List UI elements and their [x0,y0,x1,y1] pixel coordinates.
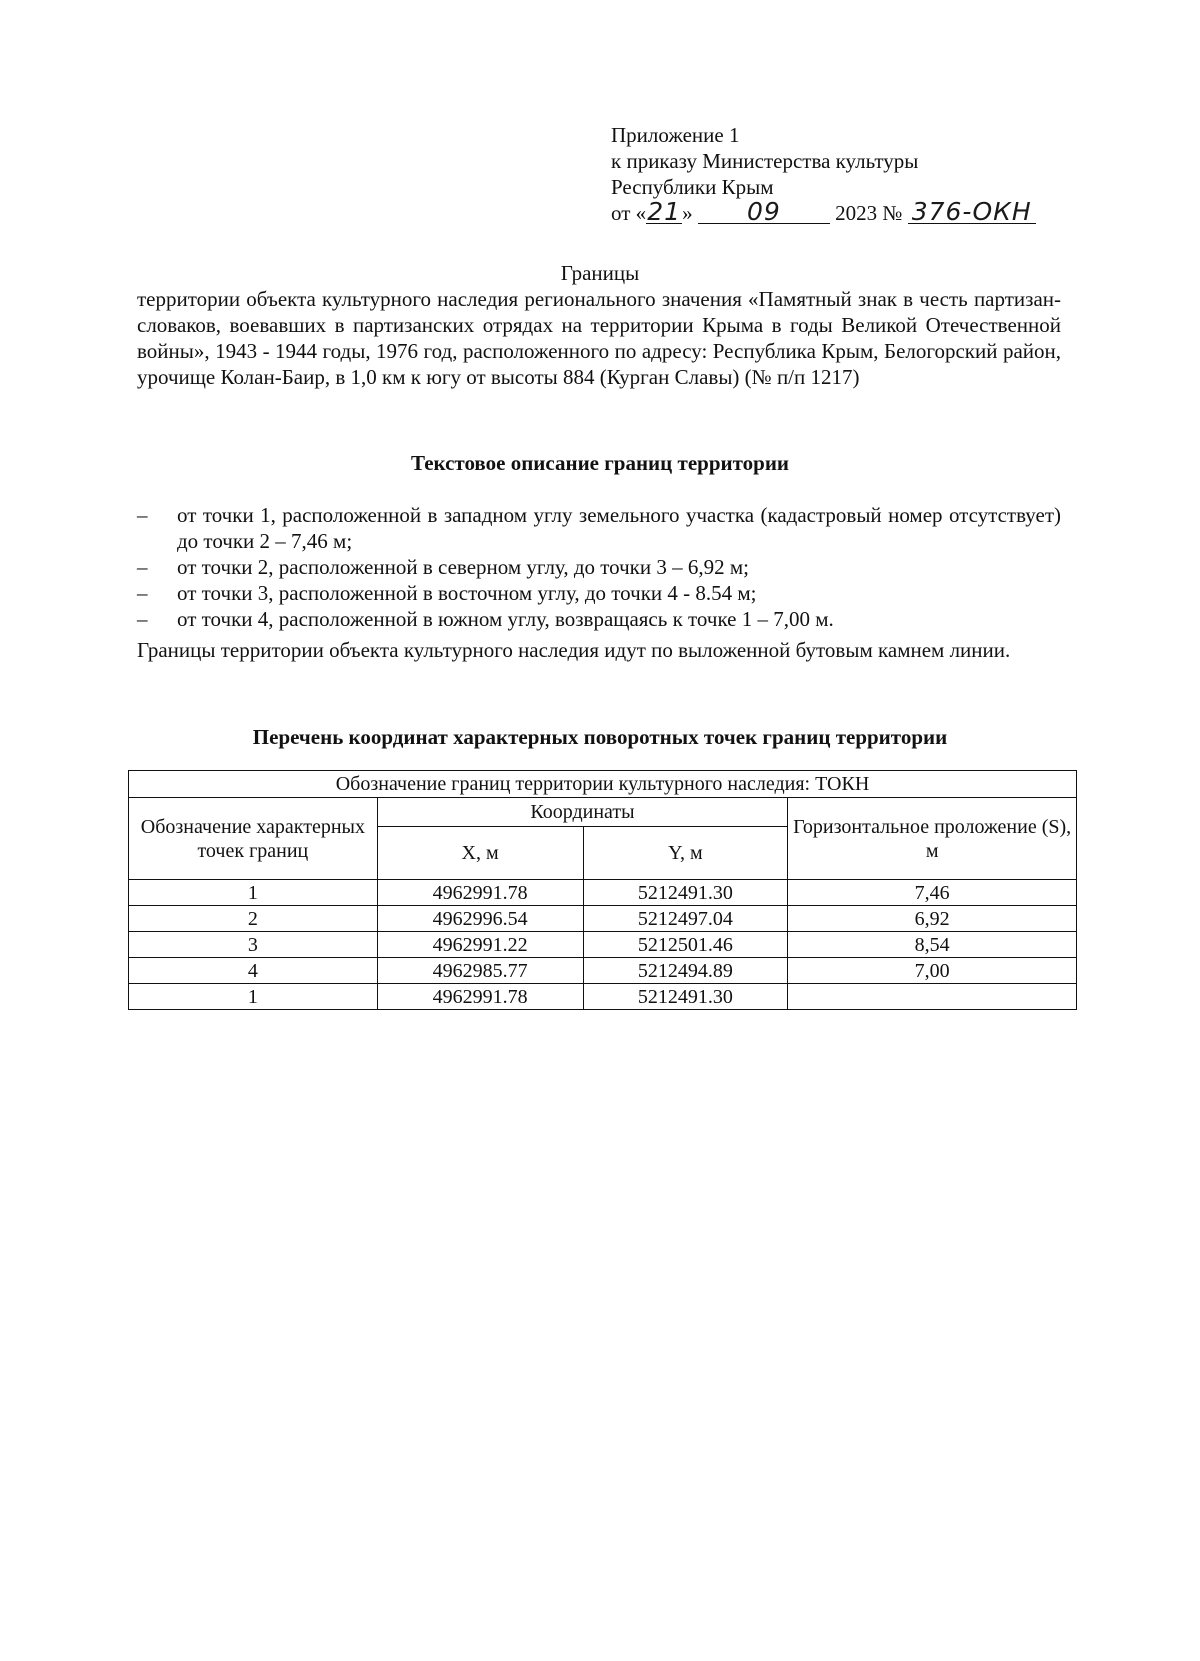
coordinates-heading: Перечень координат характерных поворотных точек границ территории [252,725,948,749]
date-month: 09 [698,201,830,224]
cell-s: 8,54 [788,932,1077,958]
boundary-description-list [137,502,1061,632]
cell-point: 1 [129,984,378,1010]
list-item-text: от точки 1, расположенной в западном углу земельного участка (кадастровый номер отсутствует) до точки 2 – 7,46 м; [177,503,1061,553]
cell-point: 4 [129,958,378,984]
cell-x: 4962991.22 [377,932,583,958]
document-title: Границы [560,261,640,285]
cell-s: 6,92 [788,906,1077,932]
bullet-dash: – [137,503,148,527]
header-coordinates: Координаты [377,798,788,827]
cell-y: 5212491.30 [583,880,788,906]
coordinates-table [128,770,1077,1010]
bullet-dash: – [137,581,148,605]
table-row [129,932,1077,958]
object-description: территории объекта культурного наследия регионального значения «Памятный знак в честь партизан-словаков, воевавших в партизанских отрядах на территории Крыма в годы Великой Отечественной войны», 1943 - 1944 годы, 1976 год, расположенного по адресу: Республика Крым, Белогорский район, урочище Колан-Баир, в 1,0 км к югу от высоты 884 (Курган Славы) (№ п/п 1217) [137,287,1061,389]
list-item [137,580,1061,606]
text-description-heading: Текстовое описание границ территории [410,451,790,475]
cell-y: 5212497.04 [583,906,788,932]
appendix-date-line [611,197,1081,226]
order-number: 376-ОКН [908,201,1036,224]
cell-x: 4962991.78 [377,984,583,1010]
cell-s: 7,46 [788,880,1077,906]
cell-x: 4962985.77 [377,958,583,984]
cell-point: 1 [129,880,378,906]
date-year: 2023 № [835,201,903,225]
table-row [129,880,1077,906]
cell-y: 5212501.46 [583,932,788,958]
cell-point: 2 [129,906,378,932]
table-row [129,906,1077,932]
appendix-republic: Республики Крым [611,175,774,199]
date-day: 21 [647,197,682,226]
cell-y: 5212491.30 [583,984,788,1010]
table-header-row [129,798,1077,827]
list-item-text: от точки 4, расположенной в южном углу, возвращаясь к точке 1 – 7,00 м. [177,607,834,631]
table-caption-row [129,771,1077,798]
table-row [129,984,1077,1010]
date-prefix: от « [611,201,647,225]
list-item [137,554,1061,580]
appendix-number: Приложение 1 [611,123,740,147]
cell-x: 4962996.54 [377,906,583,932]
bullet-dash: – [137,607,148,631]
boundary-closing-note: Границы территории объекта культурного наследия идут по выложенной бутовым камнем линии. [137,638,1011,662]
header-y: Y, м [583,827,788,880]
cell-s [788,984,1077,1010]
header-points: Обозначение характерных точек границ [129,798,378,880]
list-item-text: от точки 3, расположенной в восточном углу, до точки 4 - 8.54 м; [177,581,757,605]
cell-s: 7,00 [788,958,1077,984]
table-row [129,958,1077,984]
list-item-text: от точки 2, расположенной в северном углу, до точки 3 – 6,92 м; [177,555,749,579]
appendix-order-ref: к приказу Министерства культуры [611,149,919,173]
list-item [137,606,1061,632]
cell-y: 5212494.89 [583,958,788,984]
cell-x: 4962991.78 [377,880,583,906]
list-item [137,502,1061,554]
header-x: X, м [377,827,583,880]
cell-point: 3 [129,932,378,958]
table-caption: Обозначение границ территории культурного наследия: ТОКН [129,771,1077,798]
appendix-header [611,122,1081,226]
bullet-dash: – [137,555,148,579]
header-horizontal-distance: Горизонтальное проложение (S), м [788,798,1077,880]
date-day-close: » [682,201,693,225]
